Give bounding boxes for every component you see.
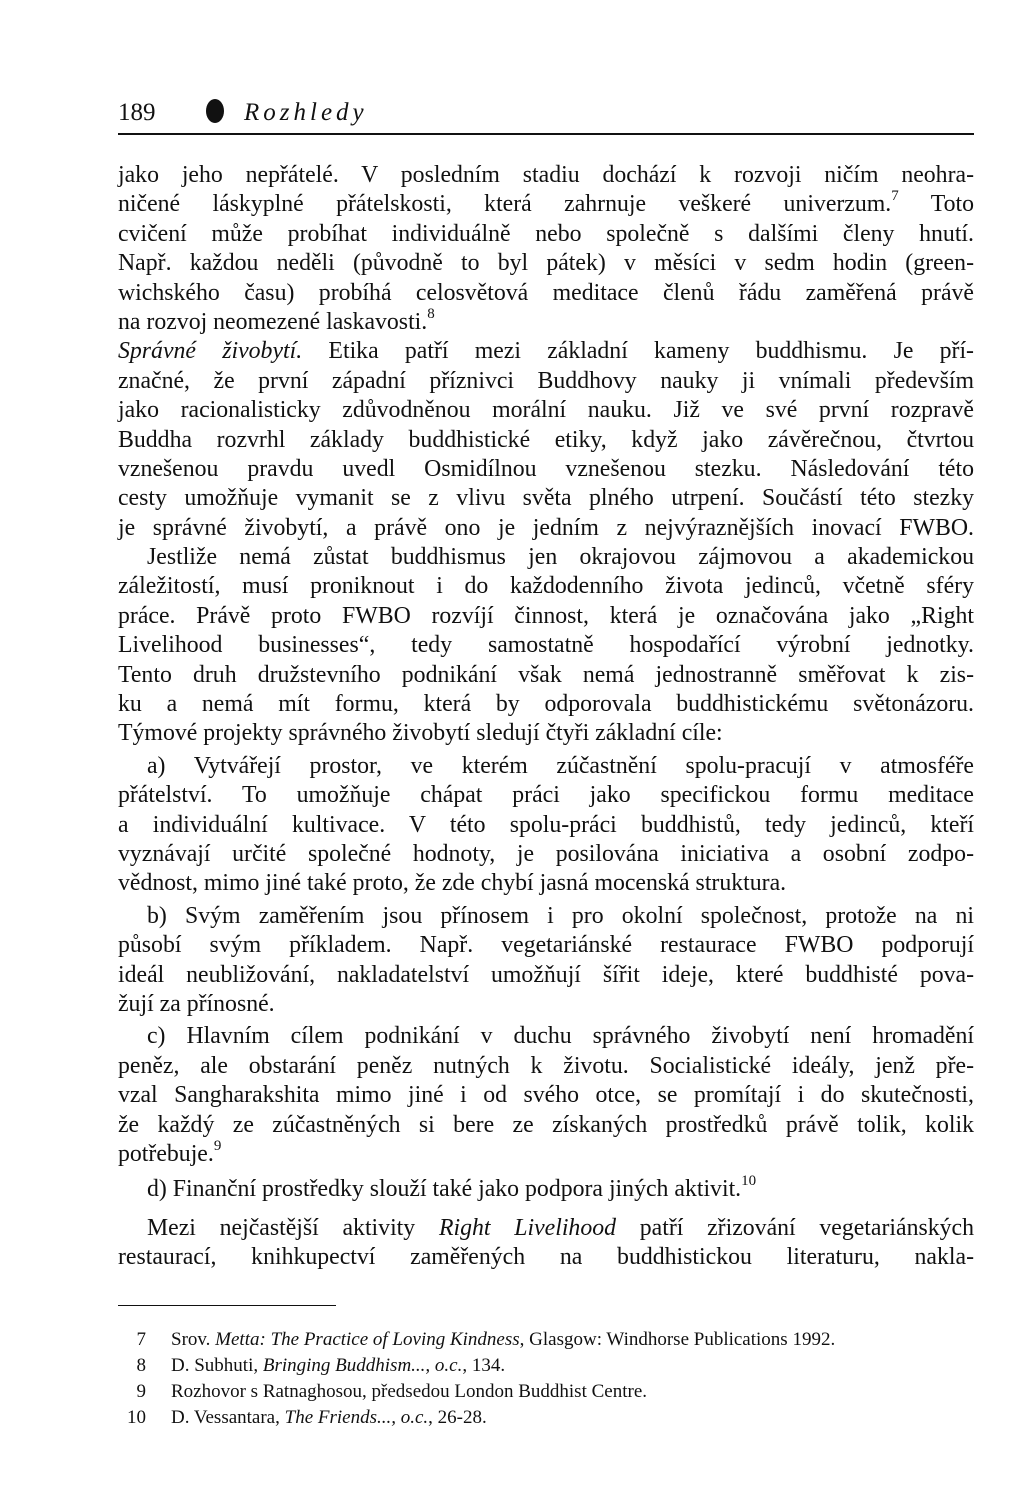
- text-line: Tento druh družstevního podnikání však nemá jednostranně směřovat k zis-: [118, 661, 974, 688]
- bullet-icon: [206, 99, 224, 123]
- list-item-a: a) Vytvářejí prostor, ve kterém zúčastnění spolu-pracují v atmosféře: [147, 752, 974, 779]
- text-line: přátelství. To umožňuje chápat práci jako specifickou formu meditace: [118, 782, 974, 809]
- text-line: na rozvoj neomezené laskavosti.$^8$: [118, 306, 435, 335]
- list-item-c: c) Hlavním cílem podnikání v duchu správného živobytí není hromadění: [147, 1023, 974, 1050]
- footnote-text: D. Vessantara, The Friends..., o.c., 26-28.: [171, 1407, 487, 1428]
- page-number: 189: [118, 99, 156, 126]
- footnote-number: 10: [127, 1407, 146, 1428]
- footnote-rule: [118, 1305, 336, 1306]
- footnote-ref[interactable]: 9: [213, 1137, 222, 1154]
- text-line: cesty umožňuje vymanit se z vlivu světa plného utrpení. Součástí této stezky: [118, 485, 974, 512]
- header-rule: [118, 133, 974, 135]
- text-line: žují za přínosné.: [118, 990, 275, 1017]
- text-line: práce. Právě proto FWBO rozvíjí činnost, která je označována jako „Right: [118, 602, 974, 629]
- list-item-b: b) Svým zaměřením jsou přínosem i pro okolní společnost, protože na ni: [147, 902, 974, 929]
- text-line: Jestliže nemá zůstat buddhismus jen okrajovou zájmovou a akademickou: [147, 544, 974, 571]
- footnote-number: 7: [136, 1329, 146, 1350]
- footnote-ref[interactable]: 7: [891, 188, 899, 205]
- footnote-item: [118, 1405, 974, 1431]
- text-line: vzal Sangharakshita mimo jiné i od svého otce, se promítají i do skutečnosti,: [118, 1082, 974, 1109]
- text-line: ku a nemá mít formu, která by odporovala buddhistickému světonázoru.: [118, 691, 974, 718]
- text-line: peněz, ale obstarání peněz nutných k životu. Socialistické ideály, jenž pře-: [118, 1052, 974, 1079]
- page-header: [118, 92, 974, 134]
- footnote-number: 8: [136, 1355, 146, 1376]
- footnote-text: Srov. Metta: The Practice of Loving Kindness, Glasgow: Windhorse Publications 1992.: [171, 1329, 836, 1350]
- text-line: záležitostí, musí proniknout i do každodenního života jedinců, včetně sféry: [118, 573, 974, 600]
- text-line: Např. každou neděli (původně to byl pátek) v měsíci v sedm hodin (green-: [118, 250, 974, 277]
- section-heading-line: Správné živobytí. Etika patří mezi základní kameny buddhismu. Je pří-: [118, 338, 974, 365]
- text-line: Mezi nejčastější aktivity Right Livelihood patří zřizování vegetariánských: [147, 1214, 974, 1241]
- text-line: vyznávají určité společné hodnoty, je posilována iniciativa a osobní zodpo-: [118, 840, 974, 867]
- footnote-item: [118, 1327, 974, 1353]
- text-line: ideál neubližování, nakladatelství umožňují šířit ideje, které buddhisté pova-: [118, 961, 974, 988]
- text-line: a individuální kultivace. V této spolu-práci buddhistů, tedy jedinců, kteří: [118, 811, 974, 838]
- text-line: že každý ze zúčastněných si bere ze získaných prostředků právě tolik, kolik: [118, 1111, 974, 1138]
- text-line: jako jeho nepřátelé. V posledním stadiu dochází k rozvoji ničím neohra-: [118, 162, 974, 188]
- text-line: jako racionalisticky zdůvodněnou morální nauku. Již ve své první rozpravě: [118, 397, 974, 424]
- text-line: ničené láskyplné přátelskosti, která zahrnuje veškeré univerzum.$^7$ Toto: [118, 188, 974, 218]
- text-line: restaurací, knihkupectví zaměřených na buddhistickou literaturu, nakla-: [118, 1244, 974, 1271]
- text-line: Livelihood businesses“, tedy samostatně hospodařící výrobní jednotky.: [118, 632, 974, 659]
- running-title: Rozhledy: [244, 99, 368, 126]
- footnote-text: D. Subhuti, Bringing Buddhism..., o.c., 134.: [171, 1355, 506, 1376]
- text-line: potřebuje.$^9$: [118, 1137, 222, 1167]
- section-heading: Správné živobytí.: [118, 338, 303, 365]
- footnote-item: [118, 1379, 974, 1405]
- list-item-d: d) Finanční prostředky slouží také jako podpora jiných aktivit.$^{10}$: [147, 1173, 757, 1203]
- footnote-text: Rozhovor s Ratnaghosou, předsedou London Buddhist Centre.: [171, 1381, 648, 1402]
- body-text: [118, 161, 974, 1272]
- text-line: cvičení může probíhat individuálně nebo společně s dalšími členy hnutí.: [118, 220, 974, 247]
- text-line: působí svým příkladem. Např. vegetariánské restaurace FWBO podporují: [118, 932, 974, 959]
- footnote-number: 9: [136, 1381, 146, 1402]
- text-line: Týmové projekty správného živobytí sledují čtyři základní cíle:: [118, 720, 723, 747]
- text-line: vznešenou pravdu uvedl Osmidílnou vznešenou stezku. Následování této: [118, 455, 974, 482]
- footnotes: [118, 1327, 974, 1431]
- text-line: značné, že první západní příznivci Buddhovy nauky ji vnímali především: [118, 367, 974, 394]
- footnote-item: [118, 1353, 974, 1379]
- footnote-ref[interactable]: 10: [741, 1173, 757, 1190]
- text-line: je správné živobytí, a právě ono je jedním z nejvýraznějších inovací FWBO.: [118, 514, 974, 541]
- text-line: wichského času) probíhá celosvětová meditace členů řádu zaměřená právě: [118, 279, 974, 306]
- text-line: vědnost, mimo jiné také proto, že zde chybí jasná mocenská struktura.: [118, 870, 787, 897]
- text-line: Buddha rozvrhl základy buddhistické etiky, když jako závěrečnou, čtvrtou: [118, 426, 974, 453]
- footnote-ref[interactable]: 8: [427, 306, 435, 323]
